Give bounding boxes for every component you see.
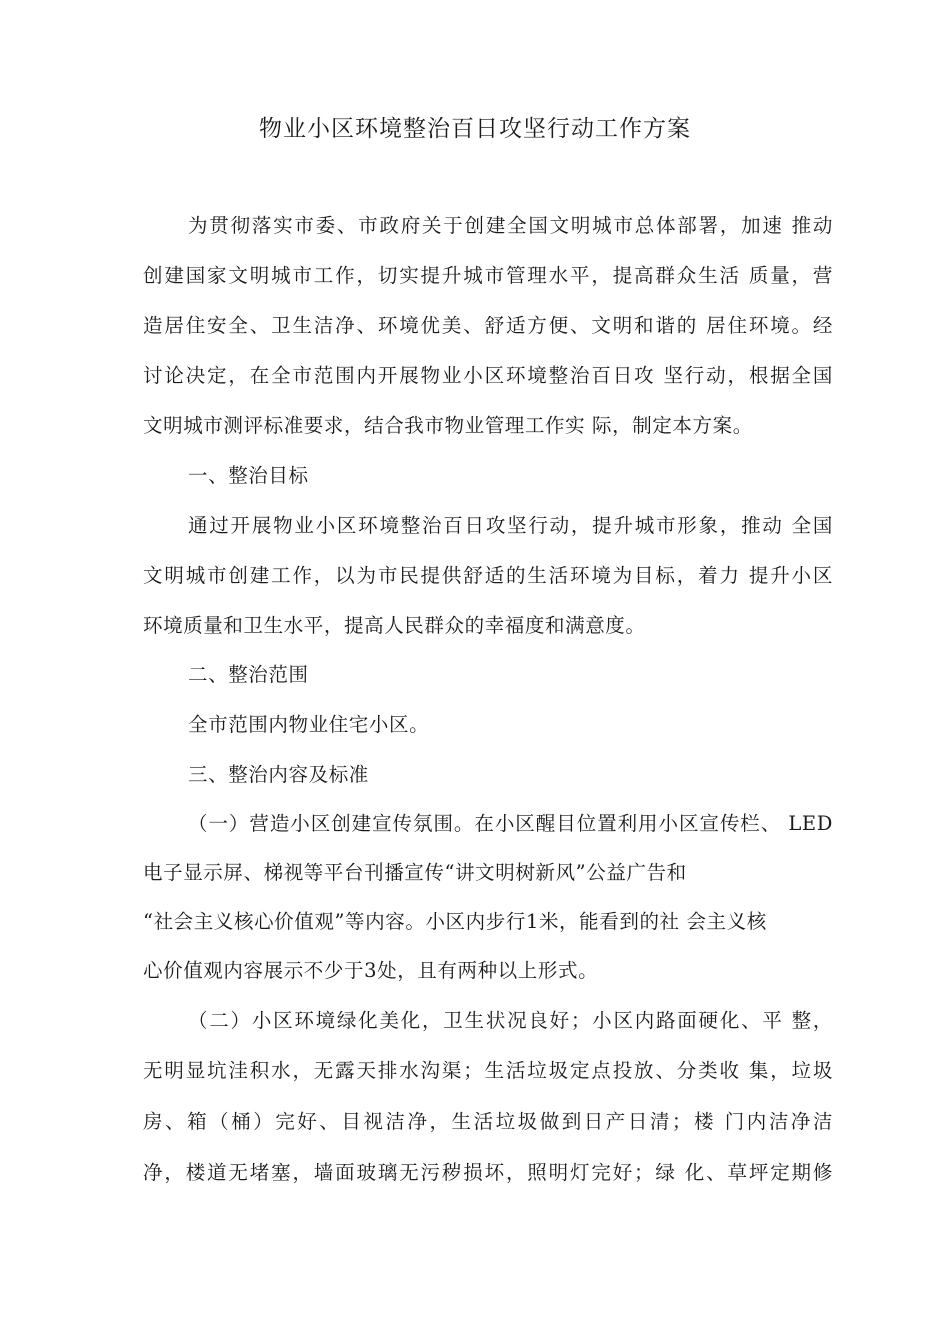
paragraph-line: 文明城市测评标准要求，结合我市物业管理工作实 际，制定本方案。 [143,414,753,437]
paragraph-line: （一）营造小区创建宣传氛围。在小区醒目位置利用小区宣传栏、 LED [188,812,833,835]
paragraph-line: 无明显坑洼积水，无露天排水沟渠；生活垃圾定点投放、分类收 集，垃圾 [143,1059,833,1082]
paragraph-line: 讨论决定，在全市范围内开展物业小区环境整治百日攻 坚行动，根据全国 [143,364,833,387]
paragraph-line: （二）小区环境绿化美化，卫生状况良好；小区内路面硬化、平 整， [188,1009,833,1032]
paragraph-line: 通过开展物业小区环境整治百日攻坚行动，提升城市形象，推动 全国 [188,514,833,537]
paragraph-line: 环境质量和卫生水平，提高人民群众的幸福度和满意度。 [143,614,646,637]
paragraph-line: 净，楼道无堵塞，墙面玻璃无污秽损坏，照明灯完好；绿 化、草坪定期修 [143,1161,833,1184]
paragraph-line: 电子显示屏、梯视等平台刊播宣传“讲文明树新风”公益广告和 [143,861,687,884]
document-title: 物业小区环境整治百日攻坚行动工作方案 [259,116,691,142]
paragraph-line: 为贯彻落实市委、市政府关于创建全国文明城市总体部署，加速 推动 [188,214,833,237]
paragraph-line: 创建国家文明城市工作，切实提升城市管理水平，提高群众生活 质量，营 [143,264,833,287]
paragraph-line: 房、箱（桶）完好、目视洁净，生活垃圾做到日产日清；楼 门内洁净洁 [143,1110,833,1133]
section-heading: 二、整治范围 [188,663,309,686]
paragraph-line: 造居住安全、卫生洁净、环境优美、舒适方便、文明和谐的 居住环境。经 [143,314,833,337]
section-heading: 三、整治内容及标准 [188,763,369,786]
paragraph-line: 全市范围内物业住宅小区。 [188,713,430,736]
paragraph-line: 文明城市创建工作，以为市民提供舒适的生活环境为目标，着力 提升小区 [143,564,833,587]
section-heading: 一、整治目标 [188,464,309,487]
paragraph-line: 心价值观内容展示不少于3处，且有两种以上形式。 [143,959,599,982]
paragraph-line: “社会主义核心价值观”等内容。小区内步行1米，能看到的社 会主义核 [143,910,767,933]
